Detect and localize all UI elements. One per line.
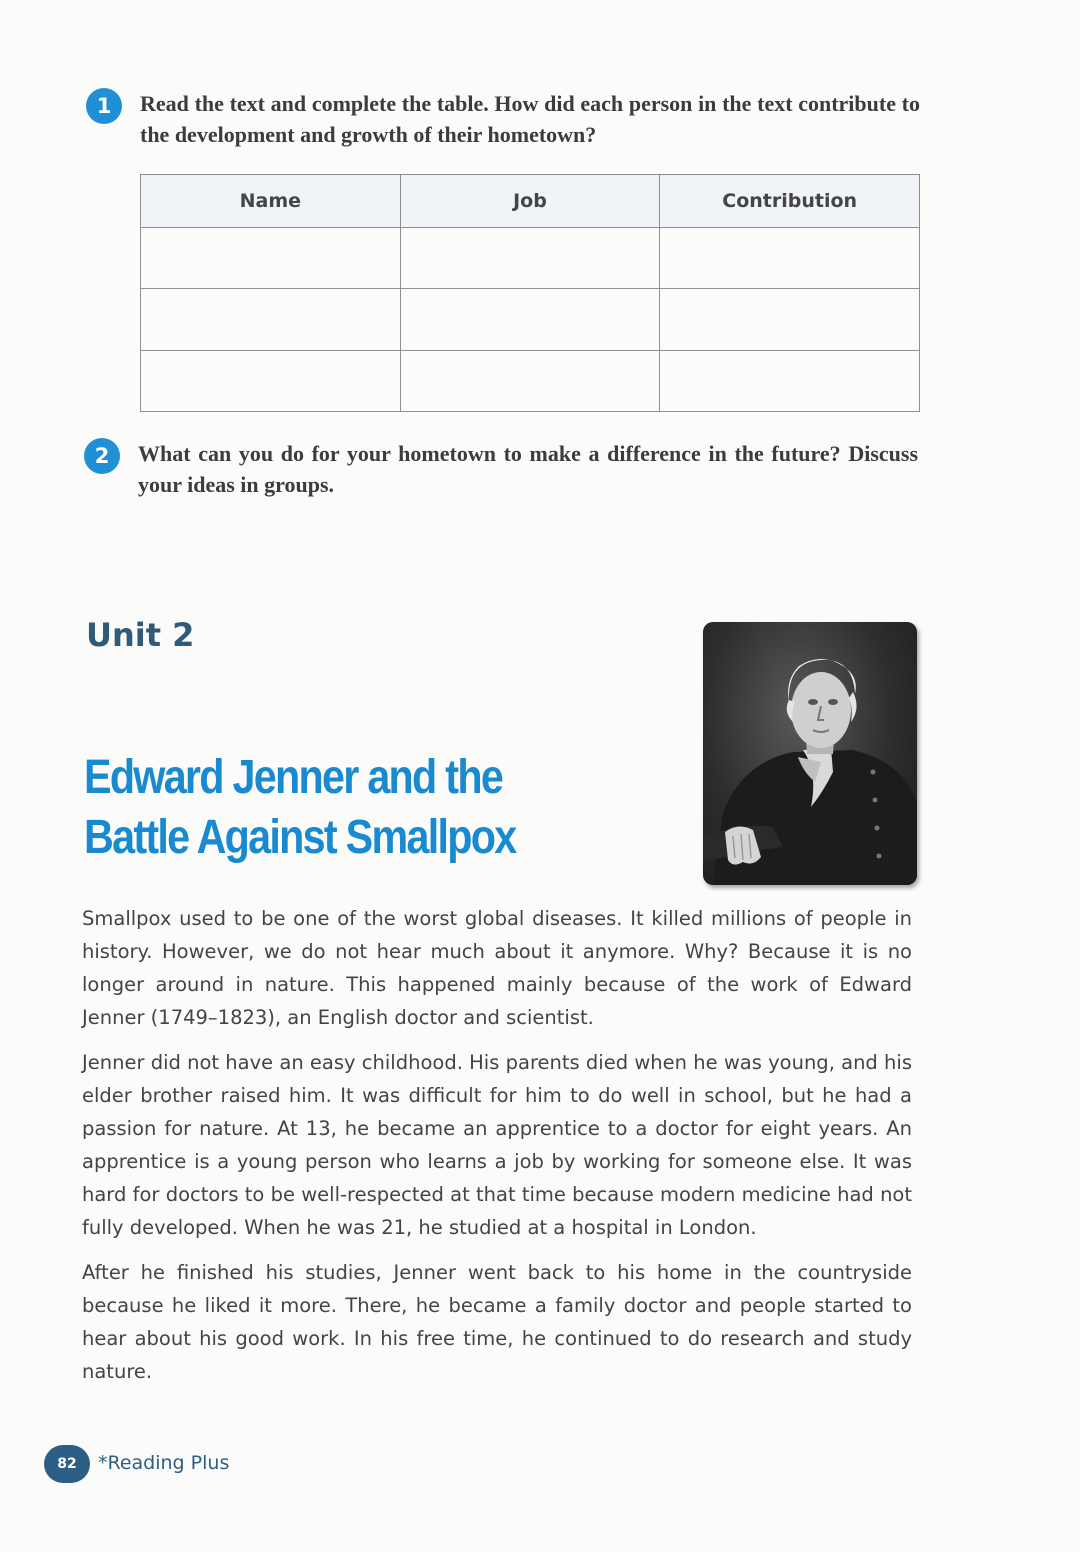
header-job: Job — [400, 175, 660, 228]
section-label: *Reading Plus — [98, 1452, 230, 1474]
page-number-badge: 82 — [44, 1445, 90, 1483]
table-cell[interactable] — [400, 289, 660, 350]
table-cell[interactable] — [660, 289, 920, 350]
exercise-2 — [84, 438, 918, 500]
table-row — [141, 289, 920, 350]
header-name: Name — [141, 175, 401, 228]
exercise-1 — [86, 88, 920, 150]
unit-label: Unit 2 — [86, 616, 195, 654]
article-title — [84, 748, 600, 868]
header-contribution: Contribution — [660, 175, 920, 228]
table-cell[interactable] — [141, 289, 401, 350]
table-cell[interactable] — [660, 228, 920, 289]
table-row — [141, 228, 920, 289]
article-paragraph: After he finished his studies, Jenner went back to his home in the countryside because he liked it more. There, he became a family doctor and people started to hear about his good work. In his free time, he continued to do research and study nature. — [82, 1261, 912, 1383]
table-cell[interactable] — [400, 350, 660, 411]
table-header-row — [141, 175, 920, 228]
answer-table — [140, 174, 920, 412]
title-line: Edward Jenner and the — [84, 751, 503, 804]
title-line: Battle Against Smallpox — [84, 811, 516, 864]
exercise-instruction: What can you do for your hometown to make a difference in the future? Discuss your ideas in groups. — [138, 441, 918, 497]
exercise-instruction: Read the text and complete the table. How did each person in the text contribute to the development and growth of their hometown? — [140, 91, 920, 147]
table-cell[interactable] — [141, 228, 401, 289]
table-row — [141, 350, 920, 411]
table-cell[interactable] — [141, 350, 401, 411]
table-cell[interactable] — [400, 228, 660, 289]
exercise-number-badge: 1 — [86, 88, 122, 124]
portrait-illustration — [703, 622, 917, 885]
exercise-number-badge: 2 — [84, 438, 120, 474]
table-cell[interactable] — [660, 350, 920, 411]
article-paragraph: Jenner did not have an easy childhood. His parents died when he was young, and his elder brother raised him. It was difficult for him to do well in school, but he had a passion for nature. At 13, he became an apprentice to a doctor for eight years. An apprentice is a young person who learns a job by working for someone else. It was hard for doctors to be well-respected at that time because modern medicine had not fully developed. When he was 21, he studied at a hospital in London. — [82, 1051, 912, 1239]
article-paragraph: Smallpox used to be one of the worst global diseases. It killed millions of people in history. However, we do not hear much about it anymore. Why? Because it is no longer around in nature. This happened mainly because of the work of Edward Jenner (1749–1823), an English doctor and scientist. — [82, 907, 912, 1029]
portrait-image — [703, 622, 917, 885]
